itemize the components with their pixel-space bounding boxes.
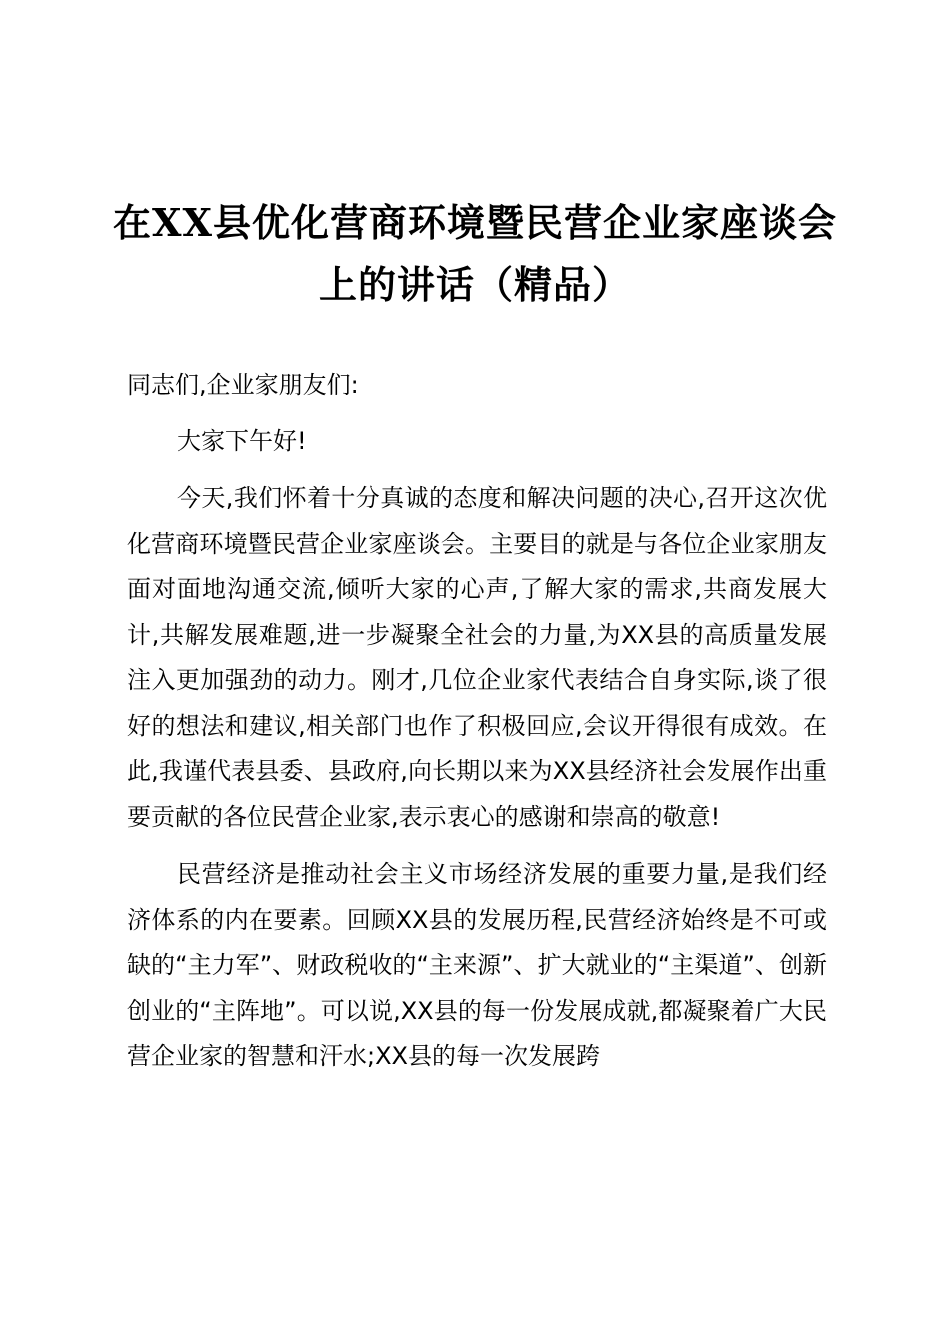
document-title: 在XX县优化营商环境暨民营企业家座谈会上的讲话（精品） — [113, 200, 837, 307]
salutation: 同志们,企业家朋友们: — [127, 371, 359, 399]
paragraph-private-economy: 民营经济是推动社会主义市场经济发展的重要力量,是我们经济体系的内在要素。回顾XX县的发展历程,民营经济始终是不可或缺的“主力军”、财政税收的“主来源”、扩大就业的“主渠道”、创新创业的“主阵地”。可以说,XX县的每一份发展成就,都凝聚着广大民营企业家的智慧和汗水;XX县的每一次发展跨 — [127, 860, 827, 1070]
paragraph-greeting: 大家下午好! — [177, 426, 307, 455]
paragraph-opening: 今天,我们怀着十分真诚的态度和解决问题的决心,召开这次优化营商环境暨民营企业家座谈会。主要目的就是与各位企业家朋友面对面地沟通交流,倾听大家的心声,了解大家的需求,共商发展大计,共解发展难题,进一步凝聚全社会的力量,为XX县的高质量发展注入更加强劲的动力。刚才,几位企业家代表结合自身实际,谈了很好的想法和建议,相关部门也作了积极回应,会议开得很有成效。在此,我谨代表县委、县政府,向长期以来为XX县经济社会发展作出重要贡献的各位民营企业家,表示衷心的感谢和崇高的敬意! — [127, 484, 827, 831]
document-body — [127, 363, 827, 1092]
